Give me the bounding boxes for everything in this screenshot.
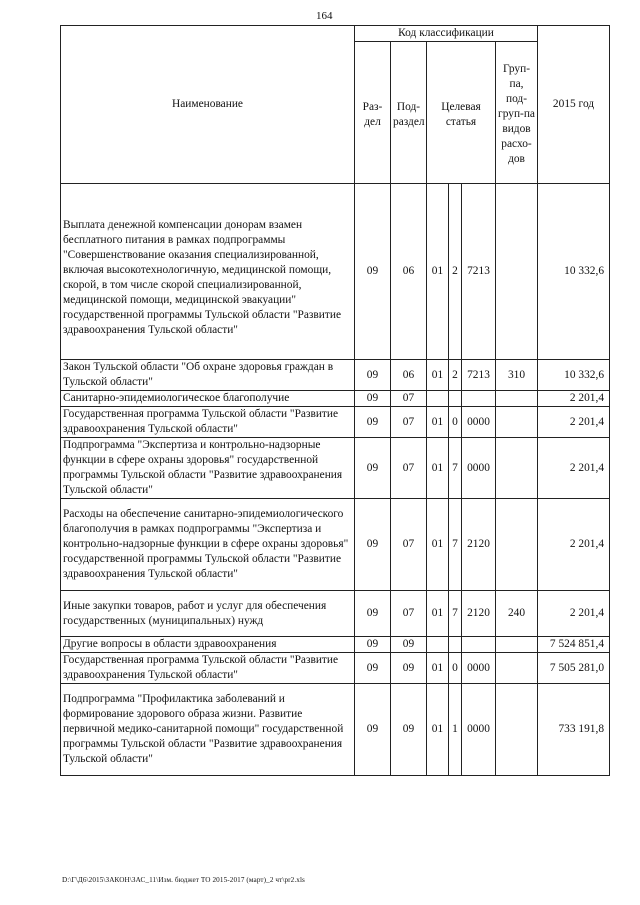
row-name: Закон Тульской области "Об охране здоровья граждан в Тульской области" [61,360,355,391]
header-year: 2015 год [538,26,610,184]
row-expense-group [496,407,538,438]
row-program: 01 [427,653,449,684]
row-expense-group [496,684,538,776]
row-name: Санитарно-эпидемиологическое благополучие [61,391,355,407]
table-row [61,391,610,407]
row-subprogram [449,637,462,653]
row-subsection: 06 [391,184,427,360]
row-subsection: 09 [391,653,427,684]
row-section: 09 [355,653,391,684]
row-expense-group [496,184,538,360]
row-name: Другие вопросы в области здравоохранения [61,637,355,653]
header-subsection: Под-раздел [391,42,427,184]
row-section: 09 [355,391,391,407]
row-amount: 2 201,4 [538,407,610,438]
row-program: 01 [427,438,449,499]
row-program: 01 [427,684,449,776]
row-subprogram: 0 [449,407,462,438]
table-row [61,591,610,637]
row-subprogram: 1 [449,684,462,776]
row-direction [462,391,496,407]
table-row [61,438,610,499]
row-amount: 2 201,4 [538,591,610,637]
table-row [61,360,610,391]
row-section: 09 [355,591,391,637]
footer-file-path: D:\Г\Д6\2015\ЗАКОН\ЗАС_11\Изм. бюджет ТО 2015-2017 (март)_2 чт\pr2.xls [62,876,305,884]
row-name: Подпрограмма "Профилактика заболеваний и формирование здорового образа жизни. Развитие первичной медико-санитарной помощи" государственной программы Тульской области "Развитие здравоохранения Тульской области" [61,684,355,776]
row-subprogram: 2 [449,360,462,391]
row-direction: 0000 [462,653,496,684]
table-row [61,499,610,591]
row-subsection: 06 [391,360,427,391]
row-name: Иные закупки товаров, работ и услуг для обеспечения государственных (муниципальных) нужд [61,591,355,637]
table-row [61,184,610,360]
row-section: 09 [355,438,391,499]
table-row [61,637,610,653]
row-name: Расходы на обеспечение санитарно-эпидемиологического благополучия в рамках подпрограммы "Экспертиза и контрольно-надзорные функции в сфере охраны здоровья" государственной программы Тульской области "Развитие здравоохранения Тульской области" [61,499,355,591]
row-expense-group [496,637,538,653]
row-expense-group [496,653,538,684]
row-program: 01 [427,499,449,591]
row-expense-group [496,499,538,591]
header-classification-code: Код классификации [355,26,538,42]
row-subsection: 07 [391,391,427,407]
row-subsection: 07 [391,438,427,499]
row-amount: 2 201,4 [538,391,610,407]
table-row [61,684,610,776]
row-amount: 2 201,4 [538,499,610,591]
header-expense-group: Груп-па, под-груп-па видов расхо-дов [496,42,538,184]
row-expense-group [496,391,538,407]
row-subprogram [449,391,462,407]
row-name: Выплата денежной компенсации донорам взамен бесплатного питания в рамках подпрограммы "Совершенствование оказания специализированной, включая высокотехнологичную, медицинской помощи, скорой, в том числе скорой специализированной, медицинской помощи, медицинской эвакуации" государственной программы Тульской области "Развитие здравоохранения Тульской области" [61,184,355,360]
row-direction: 0000 [462,684,496,776]
row-subprogram: 0 [449,653,462,684]
row-subsection: 07 [391,591,427,637]
header-name: Наименование [61,26,355,184]
header-target-article: Целевая статья [427,42,496,184]
row-expense-group: 240 [496,591,538,637]
row-direction: 7213 [462,184,496,360]
row-direction [462,637,496,653]
row-direction: 7213 [462,360,496,391]
row-program [427,637,449,653]
row-amount: 10 332,6 [538,184,610,360]
row-subsection: 09 [391,684,427,776]
row-direction: 0000 [462,438,496,499]
row-name: Подпрограмма "Экспертиза и контрольно-надзорные функции в сфере охраны здоровья" государственной программы Тульской области "Развитие здравоохранения Тульской области" [61,438,355,499]
row-amount: 7 505 281,0 [538,653,610,684]
row-amount: 733 191,8 [538,684,610,776]
row-section: 09 [355,684,391,776]
row-subprogram: 2 [449,184,462,360]
table-row [61,407,610,438]
row-section: 09 [355,637,391,653]
page-number: 164 [316,10,333,22]
row-section: 09 [355,184,391,360]
row-name: Государственная программа Тульской области "Развитие здравоохранения Тульской области" [61,407,355,438]
row-amount: 2 201,4 [538,438,610,499]
row-program [427,391,449,407]
row-subprogram: 7 [449,499,462,591]
row-subsection: 07 [391,407,427,438]
row-subprogram: 7 [449,438,462,499]
header-row-top [61,26,610,42]
row-direction: 2120 [462,591,496,637]
row-subsection: 07 [391,499,427,591]
row-amount: 10 332,6 [538,360,610,391]
row-expense-group [496,438,538,499]
row-amount: 7 524 851,4 [538,637,610,653]
row-program: 01 [427,184,449,360]
budget-table [60,25,610,776]
table-row [61,653,610,684]
row-expense-group: 310 [496,360,538,391]
row-section: 09 [355,360,391,391]
row-subsection: 09 [391,637,427,653]
row-section: 09 [355,407,391,438]
row-direction: 2120 [462,499,496,591]
row-program: 01 [427,407,449,438]
row-name: Государственная программа Тульской области "Развитие здравоохранения Тульской области" [61,653,355,684]
header-section: Раз-дел [355,42,391,184]
row-subprogram: 7 [449,591,462,637]
row-program: 01 [427,360,449,391]
row-program: 01 [427,591,449,637]
row-section: 09 [355,499,391,591]
row-direction: 0000 [462,407,496,438]
